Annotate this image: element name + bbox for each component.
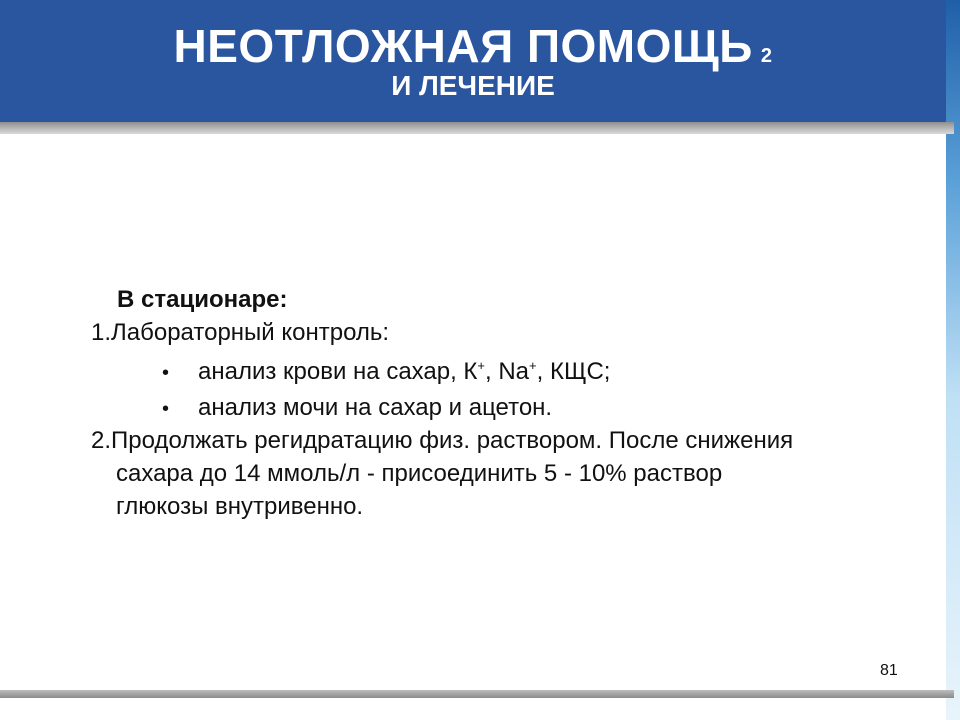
header-divider xyxy=(0,122,954,134)
superscript-plus: + xyxy=(529,358,537,373)
bullet-text-part: анализ крови на сахар, К xyxy=(198,358,478,385)
list-item-1 xyxy=(91,316,389,349)
bullet-text-part: , Na xyxy=(485,358,530,385)
section-heading: В стационаре: xyxy=(117,286,288,313)
list-item-2-number: 2. xyxy=(91,427,112,454)
slide-title-text: НЕОТЛОЖНАЯ ПОМОЩЬ xyxy=(173,20,753,72)
bullet-icon: • xyxy=(162,362,170,384)
slide-subtitle: И ЛЕЧЕНИЕ xyxy=(391,70,555,101)
list-item-1-text: Лабораторный контроль: xyxy=(111,319,390,346)
page-number: 81 xyxy=(880,662,898,679)
bullet-text: анализ мочи на сахар и ацетон. xyxy=(198,394,553,421)
superscript-plus: + xyxy=(477,358,486,373)
list-item-2-line3: глюкозы внутривенно. xyxy=(116,493,364,520)
slide-title-number: 2 xyxy=(760,45,773,67)
bullet-item-urine-test xyxy=(162,391,552,426)
footer-divider xyxy=(0,690,954,698)
bullet-icon: • xyxy=(162,398,170,420)
header-bar xyxy=(0,0,946,122)
list-item-2-line2: сахара до 14 ммоль/л - присоединить 5 - 10% раствор xyxy=(116,460,723,487)
bullet-text-part: , КЩС; xyxy=(536,358,611,385)
list-item-1-number: 1. xyxy=(91,319,112,346)
decorative-side-stripe xyxy=(946,0,960,720)
list-item-2-line1: Продолжать регидратацию физ. раствором. После снижения xyxy=(111,427,794,454)
bullet-item-blood-test xyxy=(162,355,610,390)
list-item-2 xyxy=(91,424,793,457)
